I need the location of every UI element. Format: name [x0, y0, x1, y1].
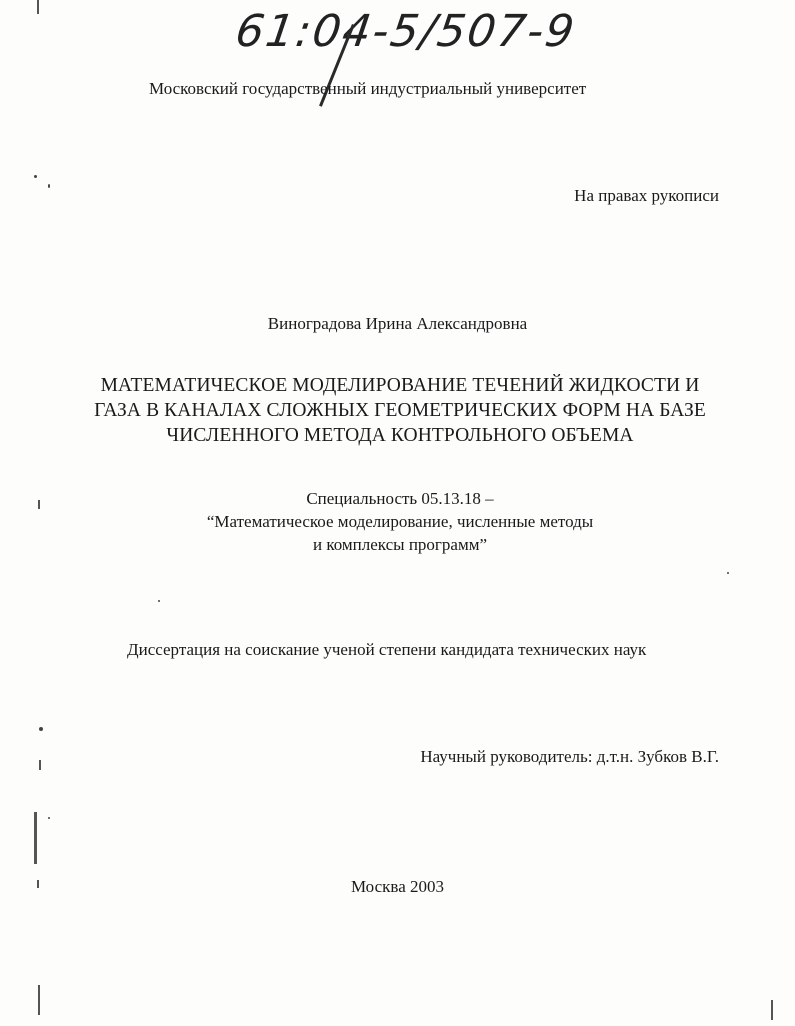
scan-artifact — [37, 0, 39, 14]
scan-artifact — [34, 175, 37, 178]
manuscript-note: На правах рукописи — [574, 186, 719, 205]
scan-artifact — [771, 1000, 773, 1020]
scan-artifact — [48, 184, 50, 188]
handwritten-catalog-code: 61:04-5/507-9 — [232, 6, 579, 57]
title-line: ГАЗА В КАНАЛАХ СЛОЖНЫХ ГЕОМЕТРИЧЕСКИХ ФОРМ НА БАЗЕ — [94, 400, 706, 421]
scan-artifact — [48, 817, 50, 819]
specialty-line: и комплексы программ” — [312, 535, 488, 554]
scan-artifact — [39, 727, 43, 731]
scan-artifact — [39, 760, 41, 770]
scan-artifact — [158, 600, 160, 602]
university-name: Московский государственный индустриальный университет — [149, 79, 587, 98]
degree-statement: Диссертация на соискание ученой степени кандидата технических наук — [127, 640, 647, 659]
author-name: Виноградова Ирина Александровна — [267, 314, 528, 333]
title-line: МАТЕМАТИЧЕСКОЕ МОДЕЛИРОВАНИЕ ТЕЧЕНИЙ ЖИДКОСТИ И — [100, 375, 700, 396]
scan-artifact — [727, 572, 729, 574]
scan-artifact — [37, 880, 39, 888]
specialty-block — [100, 487, 700, 556]
specialty-line: “Математическое моделирование, численные методы — [206, 512, 594, 531]
city-and-year: Москва 2003 — [350, 877, 445, 896]
scan-artifact — [38, 500, 40, 509]
dissertation-title — [60, 373, 740, 448]
title-line: ЧИСЛЕННОГО МЕТОДА КОНТРОЛЬНОГО ОБЪЕМА — [166, 425, 634, 446]
scan-artifact — [34, 812, 37, 864]
specialty-line: Специальность 05.13.18 – — [306, 489, 494, 508]
scientific-advisor: Научный руководитель: д.т.н. Зубков В.Г. — [420, 747, 719, 766]
scan-artifact — [38, 985, 40, 1015]
